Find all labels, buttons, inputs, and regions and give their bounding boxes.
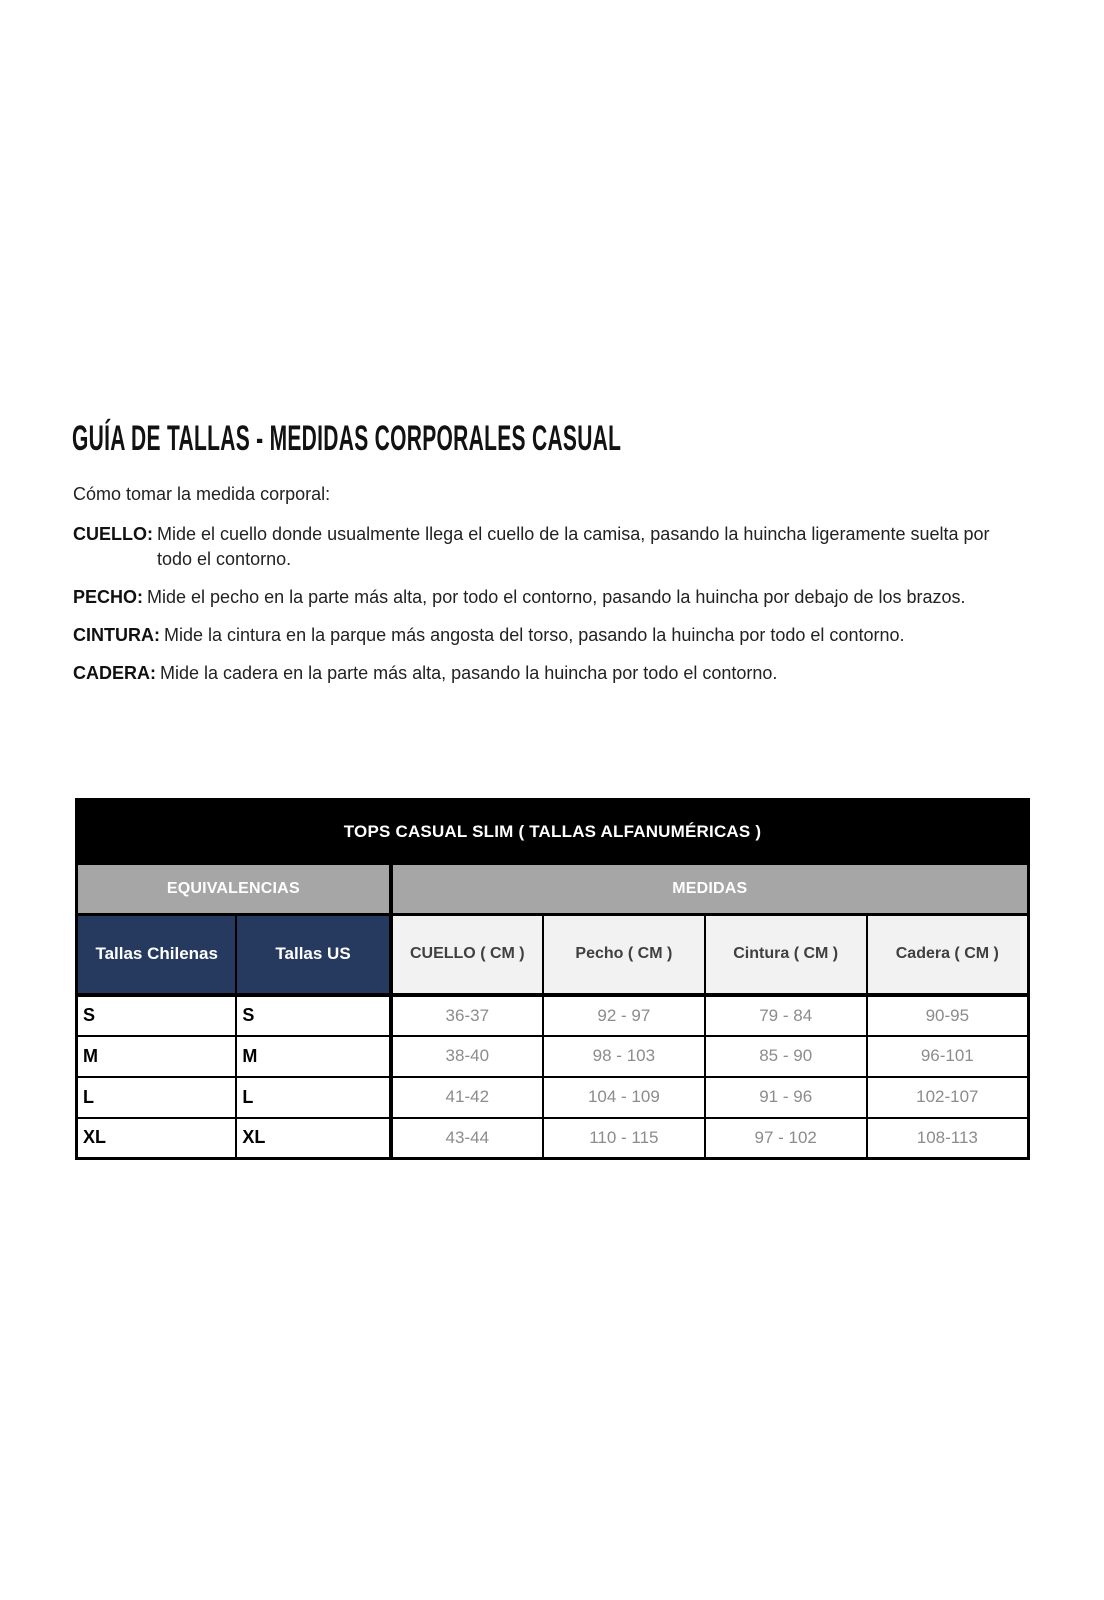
table-column-header-row [77,915,1029,995]
cell-size-cl: S [77,995,237,1036]
instruction-cuello [73,522,1021,572]
col-header-cuello: CUELLO ( CM ) [391,915,543,995]
cell-size-cl: M [77,1036,237,1077]
group-header-equivalencias: EQUIVALENCIAS [77,864,391,915]
cell-size-cl: XL [77,1118,237,1159]
col-header-cintura: Cintura ( CM ) [705,915,867,995]
cell-cadera: 108-113 [867,1118,1029,1159]
measurement-instructions [73,522,1063,699]
table-group-header-row [77,864,1029,915]
size-table [75,798,1030,1160]
page-title: GUÍA DE TALLAS - MEDIDAS CORPORALES CASUAL [72,419,622,458]
table-title-row [77,800,1029,864]
instruction-label-cadera: CADERA: [73,663,156,683]
cell-pecho: 98 - 103 [543,1036,705,1077]
instruction-pecho [73,585,1063,610]
cell-cadera: 96-101 [867,1036,1029,1077]
instruction-label-cuello: CUELLO: [73,524,153,544]
cell-pecho: 104 - 109 [543,1077,705,1118]
table-row-m [77,1036,1029,1077]
instruction-text-pecho: Mide el pecho en la parte más alta, por todo el contorno, pasando la huincha por debajo de los brazos. [147,587,966,607]
instruction-cadera [73,661,1063,686]
table-title: TOPS CASUAL SLIM ( TALLAS ALFANUMÉRICAS ) [77,800,1029,864]
cell-cadera: 90-95 [867,995,1029,1036]
cell-cintura: 91 - 96 [705,1077,867,1118]
cell-size-us: L [236,1077,390,1118]
col-header-tallas-us: Tallas US [236,915,390,995]
instruction-cintura [73,623,1063,648]
cell-pecho: 92 - 97 [543,995,705,1036]
table-row-s [77,995,1029,1036]
group-header-medidas: MEDIDAS [391,864,1029,915]
table-row-l [77,1077,1029,1118]
intro-text: Cómo tomar la medida corporal: [73,484,331,504]
cell-cuello: 36-37 [391,995,543,1036]
cell-cadera: 102-107 [867,1077,1029,1118]
col-header-tallas-chilenas: Tallas Chilenas [77,915,237,995]
instruction-text-cuello: Mide el cuello donde usualmente llega el cuello de la camisa, pasando la huincha ligeramente suelta por todo el contorno. [157,524,990,569]
instruction-label-cintura: CINTURA: [73,625,160,645]
cell-cintura: 97 - 102 [705,1118,867,1159]
cell-cintura: 79 - 84 [705,995,867,1036]
cell-size-cl: L [77,1077,237,1118]
cell-size-us: M [236,1036,390,1077]
cell-pecho: 110 - 115 [543,1118,705,1159]
cell-cintura: 85 - 90 [705,1036,867,1077]
cell-cuello: 38-40 [391,1036,543,1077]
instruction-text-cintura: Mide la cintura en la parque más angosta del torso, pasando la huincha por todo el contorno. [164,625,905,645]
col-header-pecho: Pecho ( CM ) [543,915,705,995]
table-row-xl [77,1118,1029,1159]
instruction-text-cadera: Mide la cadera en la parte más alta, pasando la huincha por todo el contorno. [160,663,778,683]
cell-size-us: XL [236,1118,390,1159]
cell-cuello: 41-42 [391,1077,543,1118]
cell-cuello: 43-44 [391,1118,543,1159]
col-header-cadera: Cadera ( CM ) [867,915,1029,995]
cell-size-us: S [236,995,390,1036]
instruction-label-pecho: PECHO: [73,587,144,607]
